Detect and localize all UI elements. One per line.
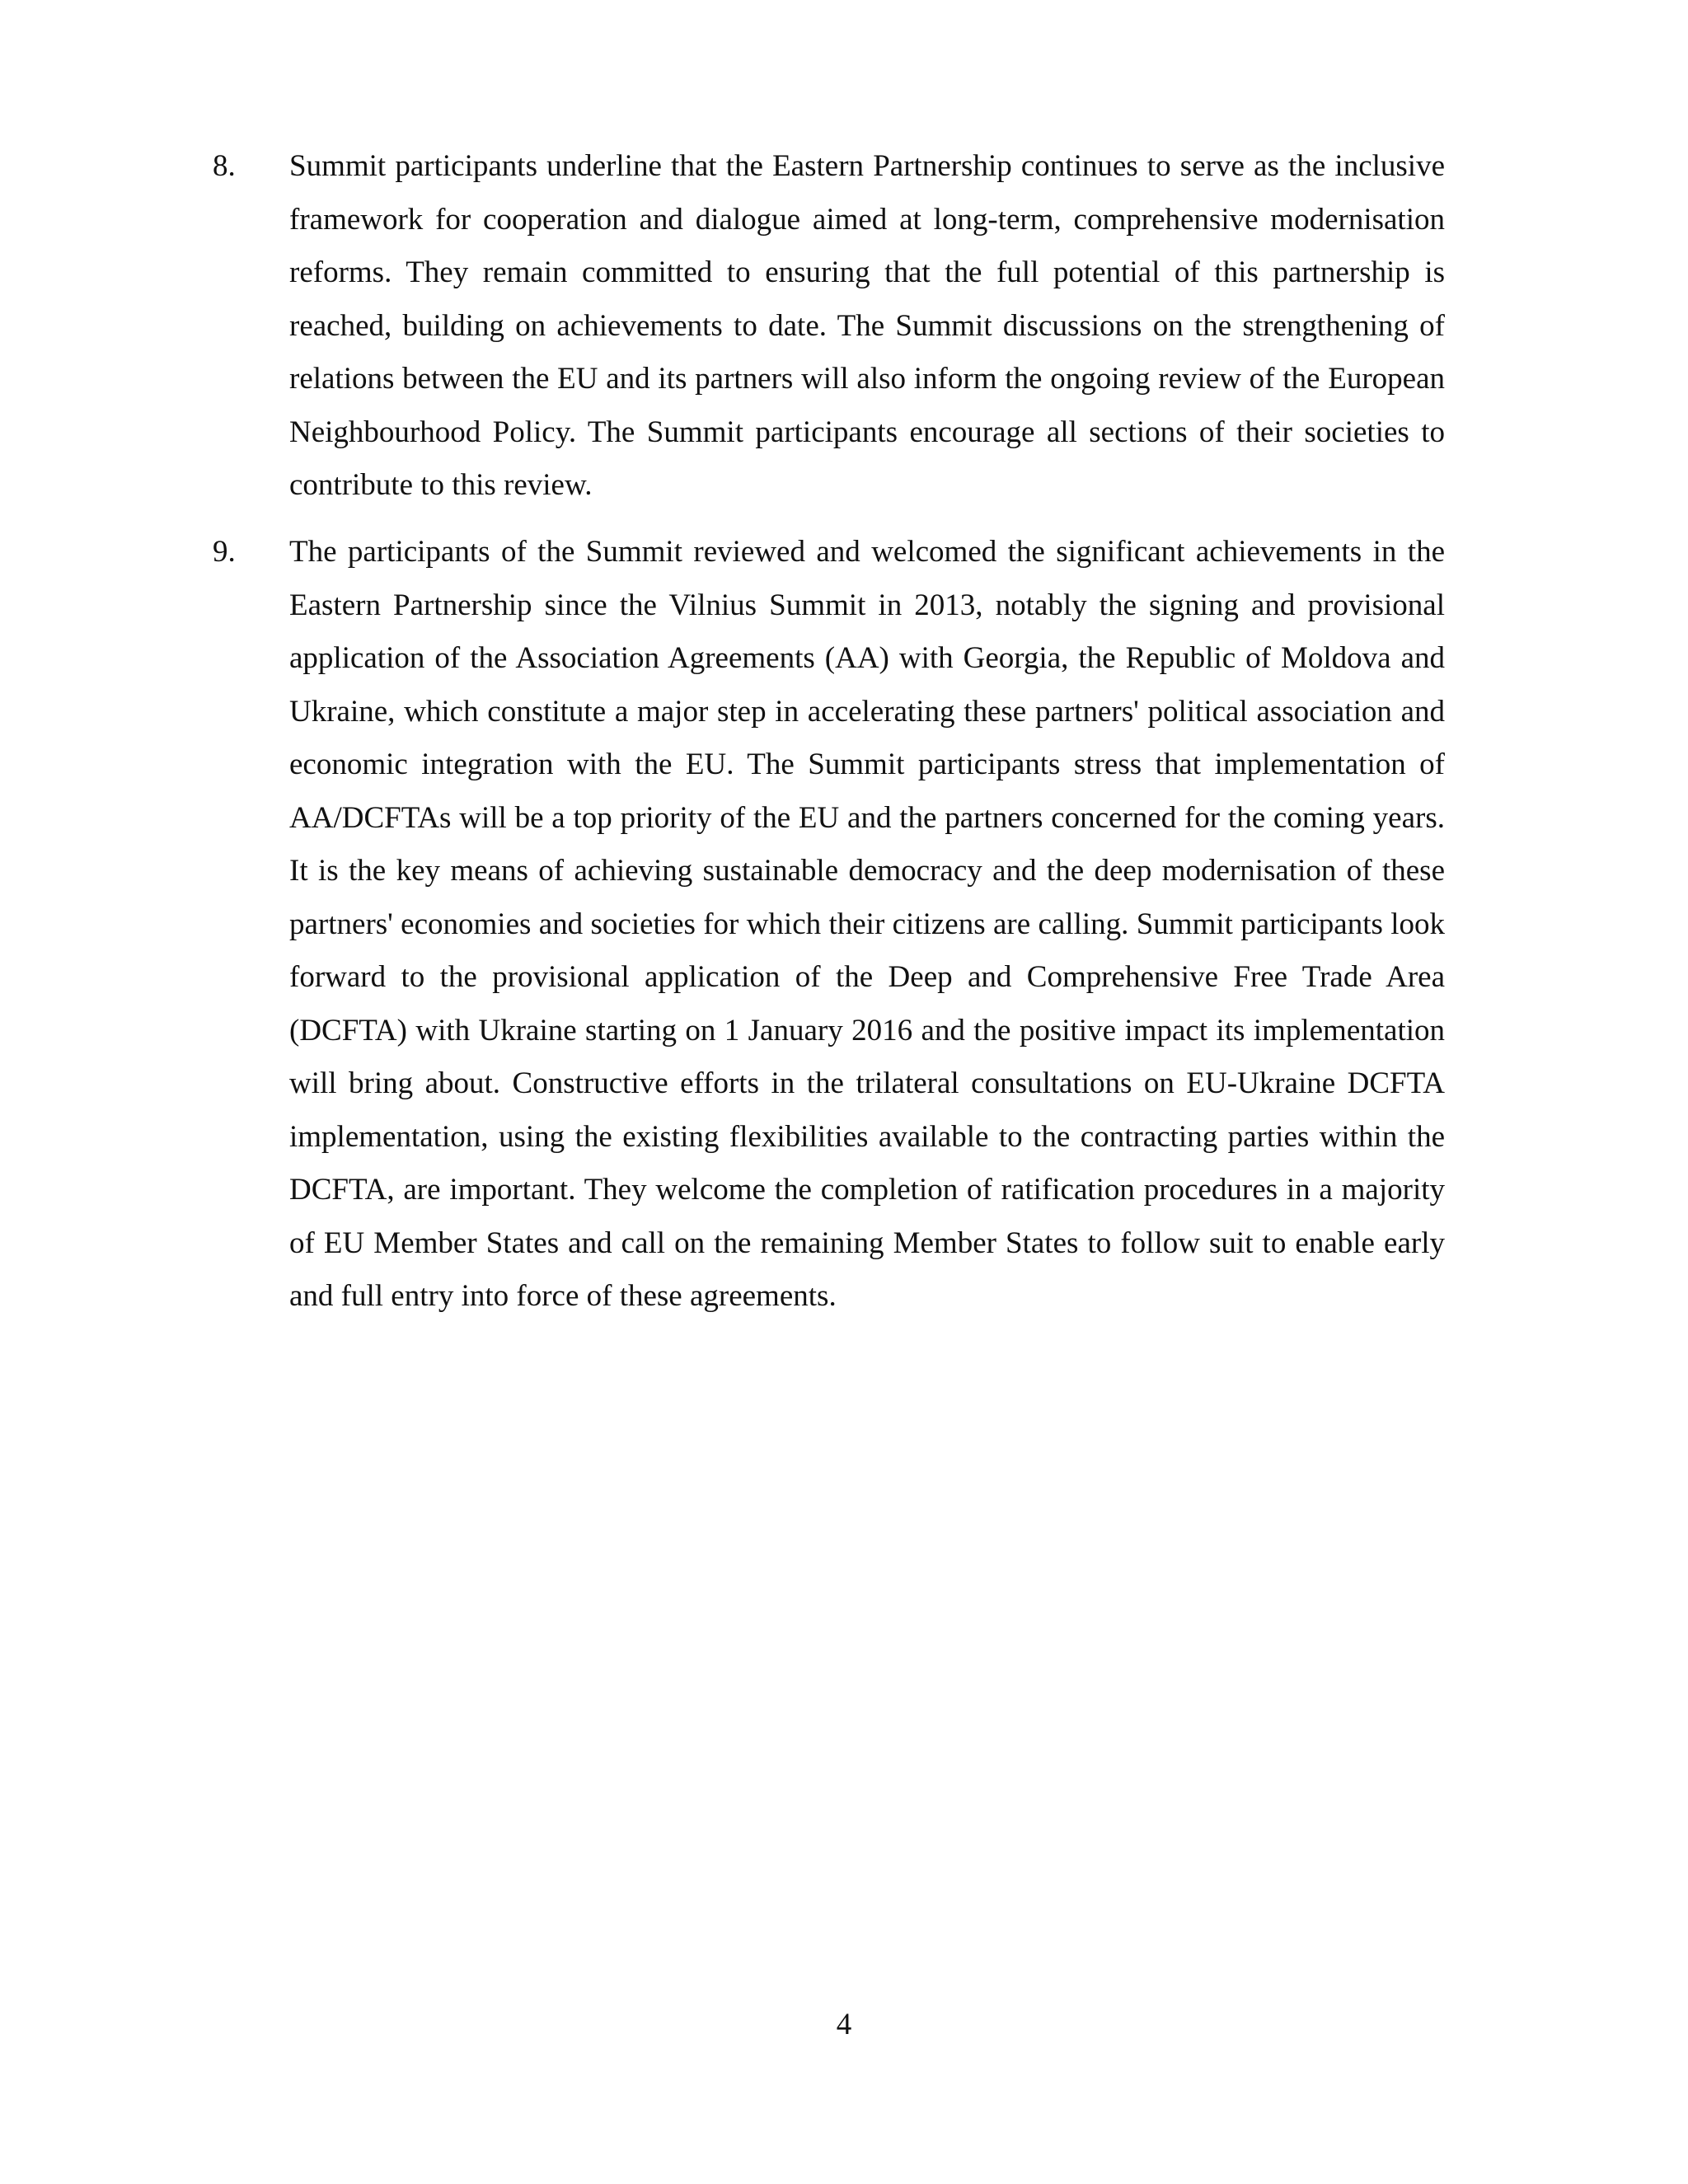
page-number: 4 bbox=[836, 2008, 852, 2041]
paragraph-number: 9. bbox=[213, 535, 236, 569]
paragraph-text: Summit participants underline that the Eastern Partnership continues to serve as the inclusive framework for cooperation and dialogue aimed at long-term, comprehensive modernisation reforms. They remain committed to ensuring that the full potential of this partnership is reached, building on achievements to date. The Summit discussions on the strengthening of relations between the EU and its partners will also inform the ongoing review of the European Neighbourhood Policy. The Summit participants encourage all sections of their societies to contribute to this review. bbox=[289, 149, 1445, 502]
paragraph-text: The participants of the Summit reviewed and welcomed the significant achievements in the Eastern Partnership since the Vilnius Summit in 2013, notably the signing and provisional application of the Association Agreements (AA) with Georgia, the Republic of Moldova and Ukraine, which constitute a major step in accelerating these partners' political association and economic integration with the EU. The Summit participants stress that implementation of AA/DCFTAs will be a top priority of the EU and the partners concerned for the coming years. It is the key means of achieving sustainable democracy and the deep modernisation of these partners' economies and societies for which their citizens are calling. Summit participants look forward to the provisional application of the Deep and Comprehensive Free Trade Area (DCFTA) with Ukraine starting on 1 January 2016 and the positive impact its implementation will bring about. Constructive efforts in the trilateral consultations on EU-Ukraine DCFTA implementation, using the existing flexibilities available to the contracting parties within the DCFTA, are important. They welcome the completion of ratification procedures in a majority of EU Member States and call on the remaining Member States to follow suit to enable early and full entry into force of these agreements. bbox=[289, 535, 1445, 1313]
paragraph-8 bbox=[213, 140, 1445, 513]
paragraph-9 bbox=[213, 526, 1445, 1324]
paragraph-number: 8. bbox=[213, 149, 236, 183]
